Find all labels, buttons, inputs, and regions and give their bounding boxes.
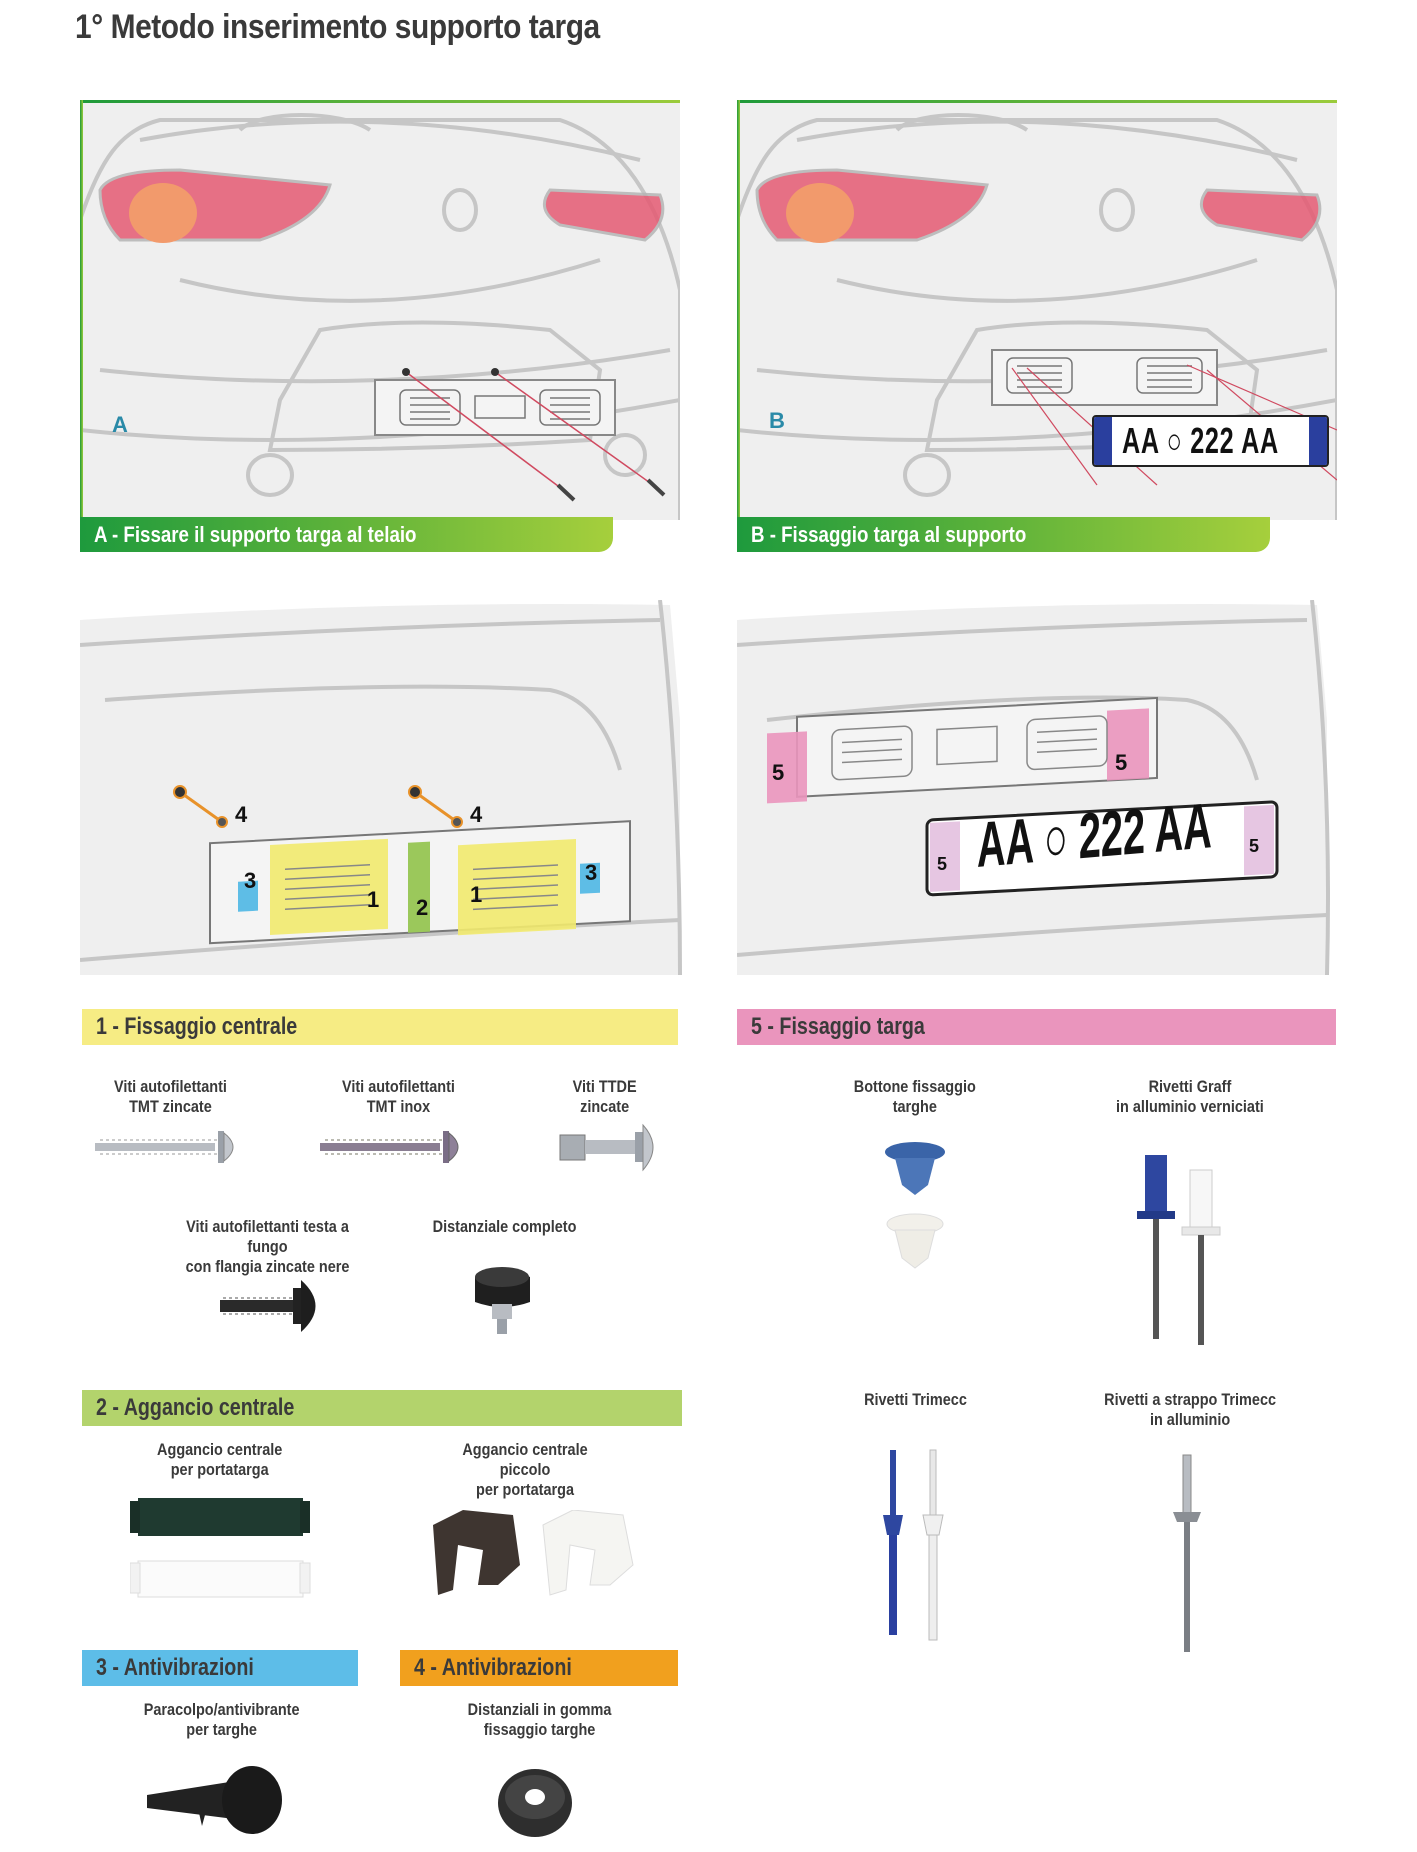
- marker-5-right: 5: [1115, 750, 1128, 775]
- product-label: Viti TTDE zincate: [573, 1077, 637, 1116]
- panel-top-line: [80, 100, 680, 103]
- panel-letter: B: [769, 408, 785, 433]
- marker-5-plate-left: 5: [937, 854, 948, 874]
- marker-5-left: 5: [772, 760, 785, 785]
- marker-4-left: 4: [235, 802, 248, 827]
- small-central-hook-image: [428, 1510, 643, 1600]
- product-label: Rivetti Graff in alluminio verniciati: [1116, 1077, 1264, 1116]
- panel-a-caption: A - Fissare il supporto targa al telaio: [80, 517, 613, 552]
- central-hook-image: [130, 1493, 315, 1603]
- product-label: Aggancio centrale piccolo per portatarga: [462, 1440, 588, 1499]
- product-label: Viti autofilettanti TMT zincate: [113, 1077, 227, 1116]
- product-label: Rivetti Trimecc: [863, 1390, 967, 1409]
- section-4-header: 4 - Antivibrazioni: [400, 1650, 678, 1686]
- section-1-header: 1 - Fissaggio centrale: [82, 1009, 678, 1045]
- mushroom-head-screw-black-image: [215, 1270, 330, 1340]
- panel-top-line: [737, 100, 1337, 103]
- product-label: Distanziali in gomma fissaggio targhe: [468, 1700, 612, 1739]
- panel-b-car-rear: [737, 100, 1337, 520]
- marker-2: 2: [416, 895, 429, 920]
- marker-1-left: 1: [367, 887, 380, 912]
- product-label: Viti autofilettanti testa a fungo con flangia zincate nere: [185, 1217, 350, 1276]
- self-tapping-screw-inox-image: [315, 1125, 470, 1170]
- marker-5-plate-right: 5: [1249, 836, 1260, 856]
- product-label: Bottone fissaggio targhe: [853, 1077, 977, 1116]
- complete-spacer-image: [470, 1262, 535, 1337]
- support-detail-illustration-c: [80, 600, 690, 975]
- section-2-header: 2 - Aggancio centrale: [82, 1390, 682, 1426]
- self-tapping-screw-zinc-image: [90, 1125, 245, 1170]
- panel-left-line: [737, 100, 740, 520]
- panel-b-caption: B - Fissaggio targa al supporto: [737, 517, 1270, 552]
- product-label: Rivetti a strappo Trimecc in alluminio: [1104, 1390, 1276, 1429]
- graff-rivets-image: [1135, 1145, 1235, 1355]
- product-label: Distanziale completo: [433, 1217, 577, 1236]
- trimecc-pull-rivet-image: [1165, 1450, 1215, 1660]
- plate-fixing-illustration-d: [737, 600, 1337, 975]
- marker-1-right: 1: [470, 882, 483, 907]
- panel-letter: A: [112, 412, 128, 437]
- eu-band-left: [1094, 417, 1112, 465]
- product-label: Paracolpo/antivibrante per targhe: [143, 1700, 300, 1739]
- panel-a-car-rear: [80, 100, 680, 520]
- eu-band-right: [1309, 417, 1327, 465]
- rubber-spacer-image: [495, 1765, 575, 1840]
- section-5-header: 5 - Fissaggio targa: [737, 1009, 1336, 1045]
- plate-text-d: AA ○ 222 AA: [977, 789, 1212, 881]
- panel-c-support-detail: [80, 600, 690, 975]
- marker-3-right: 3: [585, 860, 598, 885]
- car-rear-illustration-a: [80, 100, 680, 520]
- ttde-screw-image: [555, 1120, 665, 1175]
- product-label: Viti autofilettanti TMT inox: [341, 1077, 455, 1116]
- plate-fixing-button-image: [880, 1140, 950, 1270]
- plate-text: AA ○ 222 AA: [1122, 420, 1279, 461]
- trimecc-rivets-image: [875, 1445, 955, 1645]
- panel-d-plate-fixing: [737, 600, 1337, 975]
- anti-vibration-bumper-image: [142, 1760, 282, 1840]
- product-label: Aggancio centrale per portatarga: [157, 1440, 283, 1479]
- section-3-header: 3 - Antivibrazioni: [82, 1650, 358, 1686]
- page-title: 1° Metodo inserimento supporto targa: [75, 8, 600, 46]
- license-plate-b: [1092, 415, 1329, 467]
- panel-left-line: [80, 100, 83, 520]
- marker-4-right: 4: [470, 802, 483, 827]
- marker-3-left: 3: [244, 868, 257, 893]
